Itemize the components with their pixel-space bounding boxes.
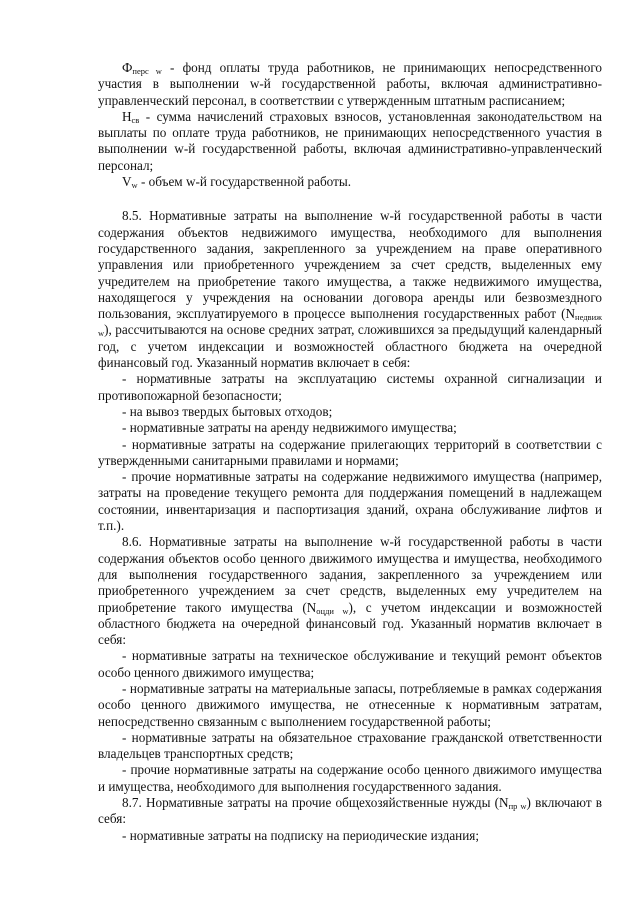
phi-text: - фонд оплаты труда работников, не принимающих непосредственного участия в выполнении w-й государственной работы, включая административно-управленческий персонал, в соответствии с утвержденным штатным расписанием;: [98, 60, 602, 108]
h-subscript: св: [131, 114, 140, 125]
section-8-6-item: - нормативные затраты на обязательное страхование гражданской ответственности владельцев транспортных средств;: [98, 729, 602, 762]
phi-symbol: Ф: [122, 60, 133, 75]
section-8-5-paragraph: [98, 208, 602, 371]
section-8-6-text-end: ), с учетом индексации и возможностей областного бюджета на очередной финансовый год. Указанный норматив включает в себя:: [98, 599, 603, 648]
section-8-5-text-end: ), рассчитываются на основе средних затрат, сложившихся за предыдущий календарный год, с учетом индексации и возможностей областного бюджета на очередной финансовый год. Указанный норматив включает в себя:: [98, 322, 602, 371]
section-8-5-item: - прочие нормативные затраты на содержание недвижимого имущества (например, затраты на проведение текущего ремонта для поддержания помещений в надлежащем состоянии, инвентаризация и паспортизация зданий, охрана обслуживание лифтов и т.п.).: [98, 469, 602, 534]
definition-phi: [98, 60, 602, 109]
section-8-5-subscript: недвиж w: [98, 312, 602, 339]
section-8-7-text-start: 8.7. Нормативные затраты на прочие общехозяйственные нужды (N: [122, 795, 509, 811]
document-page: [98, 60, 602, 844]
section-8-5-item: - нормативные затраты на эксплуатацию системы охранной сигнализации и противопожарной безопасности;: [98, 371, 602, 403]
section-8-5-item: - нормативные затраты на аренду недвижимого имущества;: [122, 420, 457, 436]
section-8-6-subscript: оцди w: [316, 605, 349, 616]
section-8-7-item: - нормативные затраты на подписку на периодические издания;: [122, 827, 480, 843]
section-8-6-item: - нормативные затраты на техническое обслуживание и текущий ремонт объектов особо ценного движимого имущества;: [98, 648, 602, 680]
v-subscript: w: [131, 180, 138, 191]
definition-v: [98, 174, 602, 190]
section-8-6-paragraph: [98, 534, 602, 648]
section-8-6-item: - прочие нормативные затраты на содержание особо ценного движимого имущества и имущества, необходимого для выполнения государственного задания.: [98, 762, 602, 794]
h-text: - сумма начислений страховых взносов, установленная законодательством на выплаты по оплате труда работников, не принимающих непосредственного участия в выполнении w-й государственной работы, включая административно-управленческий персонал;: [98, 108, 602, 173]
v-text: - объем w-й государственной работы.: [137, 174, 351, 190]
section-8-7-text-end: ) включают в себя:: [98, 795, 603, 827]
section-8-5-text-start: 8.5. Нормативные затраты на выполнение w-й государственной работы в части содержания объектов недвижимого имущества, необходимого для выполнения государственного задания, закрепленного за учреждением на праве оперативного управления или приобретенного учреждением за счет средств, выделенных ему учредителем на приобретение такого имущества, а также недвижимого имущества, находящегося у учреждения на основании договора аренды или безвозмездного пользования, эксплуатируемого в процессе выполнения государственных работ (N: [98, 208, 602, 322]
section-8-5-item: - на вывоз твердых бытовых отходов;: [122, 403, 333, 419]
section-gap: [98, 190, 602, 208]
section-8-6-text-start: 8.6. Нормативные затраты на выполнение w-й государственной работы в части содержания объектов особо ценного движимого имущества и имущества, необходимого для выполнения государственного задания, закрепленного за учреждением или приобретенного учреждением за счет средств, выделенных ему учредителем на приобретение такого имущества (N: [98, 534, 602, 615]
section-8-6-item: - нормативные затраты на материальные запасы, потребляемые в рамках содержания особо ценного движимого имущества, не отнесенные к нормативным затратам, непосредственно связанным с выполнением государственной работы;: [98, 680, 602, 729]
h-symbol: Н: [122, 108, 132, 124]
section-8-7-paragraph: [98, 795, 602, 828]
phi-subscript: перс w: [132, 66, 162, 76]
section-8-5-item: - нормативные затраты на содержание прилегающих территорий в соответствии с утвержденными санитарными правилами и нормами;: [98, 436, 602, 468]
v-symbol: V: [122, 174, 132, 190]
definition-h: [98, 109, 602, 174]
section-8-7-subscript: пр w: [508, 801, 527, 812]
